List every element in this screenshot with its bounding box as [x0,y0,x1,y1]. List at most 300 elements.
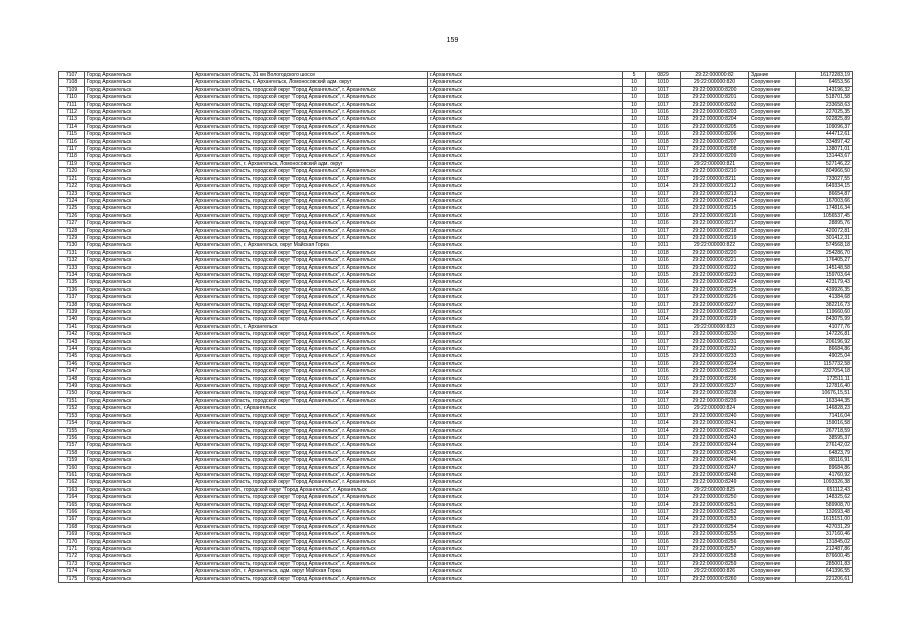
row-number-cell: 7169 [59,531,85,538]
object-code-cell: 1016 [646,123,681,130]
cadastral-number-cell: 29:22:000000:826 [681,568,749,575]
table-row [59,131,853,138]
group-code-cell: 10 [623,390,646,397]
locality-cell: г.Архангельск [428,323,623,330]
object-code-cell: 1017 [646,471,681,478]
object-type-cell: Сооружение [749,538,796,545]
cadastral-number-cell: 29:22:000000:8246 [681,457,749,464]
locality-cell: г.Архангельск [428,471,623,478]
cadastral-number-cell: 29:22:000000:821 [681,160,749,167]
group-code-cell: 10 [623,397,646,404]
locality-cell: г.Архангельск [428,501,623,508]
row-number-cell: 7172 [59,553,85,560]
address-cell: Архангельская область, городской округ "Город Архангельск", г. Архангельск [193,227,428,234]
table-row [59,212,853,219]
cadastral-number-cell: 29:22:000000:8230 [681,331,749,338]
cadastral-number-cell: 29:22:000000:8241 [681,420,749,427]
cadastral-value-cell: 159016,58 [796,420,853,427]
municipality-cell: Город Архангельск [85,494,193,501]
object-type-cell: Сооружение [749,212,796,219]
table-row [59,390,853,397]
object-code-cell: 1017 [646,457,681,464]
cadastral-number-cell: 29:22:000000:8210 [681,168,749,175]
group-code-cell: 10 [623,79,646,86]
address-cell: Архангельская область, городской округ "Город Архангельск", г. Архангельск [193,516,428,523]
object-code-cell: 1017 [646,301,681,308]
table-row [59,123,853,130]
row-number-cell: 7159 [59,457,85,464]
cadastral-number-cell: 29:22:000000:8232 [681,346,749,353]
row-number-cell: 7109 [59,86,85,93]
table-row [59,464,853,471]
object-type-cell: Сооружение [749,508,796,515]
group-code-cell: 10 [623,197,646,204]
table-row [59,271,853,278]
group-code-cell: 10 [623,123,646,130]
cadastral-value-cell: 176405,27 [796,257,853,264]
object-type-cell: Сооружение [749,486,796,493]
row-number-cell: 7171 [59,546,85,553]
object-type-cell: Сооружение [749,190,796,197]
municipality-cell: Город Архангельск [85,420,193,427]
table-row [59,434,853,441]
object-type-cell: Сооружение [749,316,796,323]
row-number-cell: 7163 [59,486,85,493]
cadastral-number-cell: 29:22:000000:8237 [681,383,749,390]
object-type-cell: Сооружение [749,412,796,419]
cadastral-value-cell: 127816,40 [796,383,853,390]
cadastral-number-cell: 29:22:000000:8255 [681,531,749,538]
table-row [59,442,853,449]
table-row [59,449,853,456]
municipality-cell: Город Архангельск [85,183,193,190]
cadastral-value-cell: 147226,81 [796,331,853,338]
row-number-cell: 7162 [59,479,85,486]
group-code-cell: 10 [623,501,646,508]
object-code-cell: 1017 [646,227,681,234]
table-row [59,568,853,575]
table-row [59,523,853,530]
municipality-cell: Город Архангельск [85,131,193,138]
table-row [59,264,853,271]
object-code-cell: 1017 [646,175,681,182]
row-number-cell: 7138 [59,301,85,308]
address-cell: Архангельская область, городской округ "Город Архангельск", г. Архангельск [193,101,428,108]
cadastral-value-cell: 267718,59 [796,427,853,434]
object-type-cell: Сооружение [749,116,796,123]
municipality-cell: Город Архангельск [85,353,193,360]
group-code-cell: 10 [623,160,646,167]
group-code-cell: 10 [623,153,646,160]
object-type-cell: Сооружение [749,234,796,241]
group-code-cell: 10 [623,360,646,367]
address-cell: Архангельская область, городской округ "Город Архангельск", г. Архангельск [193,86,428,93]
locality-cell: г.Архангельск [428,197,623,204]
group-code-cell: 10 [623,101,646,108]
locality-cell: г.Архангельск [428,508,623,515]
municipality-cell: Город Архангельск [85,360,193,367]
row-number-cell: 7174 [59,568,85,575]
cadastral-number-cell: 29:22:000000:8252 [681,508,749,515]
locality-cell: г.Архангельск [428,397,623,404]
municipality-cell: Город Архангельск [85,109,193,116]
cadastral-number-cell: 29:22:000000:8240 [681,412,749,419]
cadastral-number-cell: 29:22:000000:82 [681,72,749,79]
locality-cell: г.Архангельск [428,538,623,545]
row-number-cell: 7156 [59,434,85,441]
municipality-cell: Город Архангельск [85,553,193,560]
object-type-cell: Сооружение [749,205,796,212]
address-cell: Архангельская область, городской округ "Город Архангельск", г. Архангельск [193,434,428,441]
object-code-cell: 1015 [646,353,681,360]
row-number-cell: 7144 [59,346,85,353]
group-code-cell: 10 [623,257,646,264]
address-cell: Архангельская область, городской округ "Город Архангельск", г. Архангельск [193,546,428,553]
object-code-cell: 1014 [646,501,681,508]
object-code-cell: 1010 [646,79,681,86]
row-number-cell: 7164 [59,494,85,501]
cadastral-value-cell: 317160,46 [796,531,853,538]
address-cell: Архангельская область, г. Архангельск, Ломоносовский адм. округ [193,79,428,86]
locality-cell: г.Архангельск [428,227,623,234]
object-type-cell: Сооружение [749,383,796,390]
cadastral-number-cell: 29:22:000000:8258 [681,553,749,560]
cadastral-number-cell: 29:22:000000:8205 [681,123,749,130]
object-type-cell: Сооружение [749,531,796,538]
cadastral-number-cell: 29:22:000000:8235 [681,368,749,375]
address-cell: Архангельская область, городской округ "Город Архангельск", г. Архангельск [193,316,428,323]
address-cell: Архангельская область, городской округ "Город Архангельск", г. Архангельск [193,168,428,175]
group-code-cell: 10 [623,538,646,545]
table-row [59,116,853,123]
group-code-cell: 10 [623,264,646,271]
cadastral-value-cell: 131443,67 [796,153,853,160]
table-row [59,86,853,93]
table-row [59,109,853,116]
cadastral-number-cell: 29:22:000000:8224 [681,279,749,286]
object-type-cell: Сооружение [749,242,796,249]
municipality-cell: Город Архангельск [85,86,193,93]
object-code-cell: 1014 [646,420,681,427]
cadastral-value-cell: 227025,35 [796,109,853,116]
object-code-cell: 1018 [646,138,681,145]
locality-cell: г.Архангельск [428,405,623,412]
table-row [59,249,853,256]
cadastral-value-cell: 174816,34 [796,205,853,212]
municipality-cell: Город Архангельск [85,479,193,486]
locality-cell: г.Архангельск [428,249,623,256]
cadastral-number-cell: 29:22:000000:8203 [681,109,749,116]
cadastral-value-cell: 334897,42 [796,138,853,145]
group-code-cell: 10 [623,94,646,101]
object-code-cell: 1016 [646,286,681,293]
object-type-cell: Сооружение [749,397,796,404]
object-type-cell: Сооружение [749,360,796,367]
locality-cell: г.Архангельск [428,516,623,523]
address-cell: Архангельская область, городской округ "Город Архангельск", г. Архангельск [193,390,428,397]
address-cell: Архангельская область, городской округ "Город Архангельск", г. Архангельск [193,360,428,367]
object-type-cell: Сооружение [749,94,796,101]
object-type-cell: Сооружение [749,309,796,316]
object-code-cell: 1016 [646,220,681,227]
object-type-cell: Сооружение [749,568,796,575]
cadastral-value-cell: 71416,04 [796,412,853,419]
table-row [59,279,853,286]
object-type-cell: Сооружение [749,523,796,530]
locality-cell: г.Архангельск [428,138,623,145]
object-code-cell: 1014 [646,442,681,449]
table-row [59,205,853,212]
group-code-cell: 10 [623,368,646,375]
group-code-cell: 10 [623,338,646,345]
cadastral-value-cell: 1157732,58 [796,360,853,367]
group-code-cell: 10 [623,234,646,241]
municipality-cell: Город Архангельск [85,368,193,375]
cadastral-number-cell: 29:22:000000:8225 [681,286,749,293]
registry-table [58,71,853,583]
cadastral-value-cell: 64823,79 [796,449,853,456]
object-code-cell: 1016 [646,131,681,138]
address-cell: Архангельская область, городской округ "Город Архангельск", г. Архангельск [193,383,428,390]
table-row [59,220,853,227]
address-cell: Архангельская область, городской округ "Город Архангельск", г. Архангельск [193,249,428,256]
table-row [59,331,853,338]
cadastral-number-cell: 29:22:000000:8248 [681,471,749,478]
cadastral-value-cell: 146828,23 [796,405,853,412]
object-type-cell: Сооружение [749,516,796,523]
group-code-cell: 10 [623,220,646,227]
object-type-cell: Сооружение [749,123,796,130]
table-row [59,508,853,515]
object-type-cell: Сооружение [749,79,796,86]
object-type-cell: Сооружение [749,575,796,582]
row-number-cell: 7160 [59,464,85,471]
table-row [59,338,853,345]
cadastral-number-cell: 29:22:000000:8247 [681,464,749,471]
cadastral-number-cell: 29:22:000000:824 [681,405,749,412]
object-code-cell: 1016 [646,375,681,382]
cadastral-value-cell: 109096,37 [796,123,853,130]
cadastral-number-cell: 29:22:000000:8238 [681,390,749,397]
cadastral-number-cell: 29:22:000000:822 [681,242,749,249]
cadastral-value-cell: 86654,87 [796,190,853,197]
municipality-cell: Город Архангельск [85,160,193,167]
group-code-cell: 10 [623,434,646,441]
locality-cell: г.Архангельск [428,531,623,538]
cadastral-number-cell: 29:22:000000:8218 [681,227,749,234]
municipality-cell: Город Архангельск [85,486,193,493]
address-cell: Архангельская область, городской округ "Город Архангельск", г. Архангельск [193,131,428,138]
table-row [59,501,853,508]
address-cell: Архангельская область, городской округ "Город Архангельск", г. Архангельск [193,183,428,190]
locality-cell: г.Архангельск [428,420,623,427]
object-type-cell: Сооружение [749,131,796,138]
cadastral-value-cell: 86684,86 [796,346,853,353]
table-row [59,294,853,301]
table-row [59,323,853,330]
object-type-cell: Сооружение [749,264,796,271]
locality-cell: г.Архангельск [428,338,623,345]
group-code-cell: 10 [623,175,646,182]
group-code-cell: 10 [623,227,646,234]
address-cell: Архангельская область, городской округ "Город Архангельск", г. Архангельск [193,116,428,123]
address-cell: Архангельская обл., городской округ "Город Архангельск", г. Архангельск [193,486,428,493]
row-number-cell: 7111 [59,101,85,108]
object-code-cell: 1016 [646,368,681,375]
table-row [59,101,853,108]
group-code-cell: 10 [623,494,646,501]
table-row [59,183,853,190]
cadastral-number-cell: 29:22:000000:8211 [681,175,749,182]
table-row [59,168,853,175]
address-cell: Архангельская область, городской округ "Город Архангельск", г. Архангельск [193,234,428,241]
table-row [59,360,853,367]
municipality-cell: Город Архангельск [85,338,193,345]
row-number-cell: 7175 [59,575,85,582]
address-cell: Архангельская область, городской округ "Город Архангельск", г. Архангельск [193,538,428,545]
cadastral-value-cell: 49025,04 [796,353,853,360]
cadastral-number-cell: 29:22:000000:8231 [681,338,749,345]
locality-cell: г.Архангельск [428,212,623,219]
object-code-cell: 1016 [646,538,681,545]
cadastral-value-cell: 589908,70 [796,501,853,508]
group-code-cell: 10 [623,464,646,471]
municipality-cell: Город Архангельск [85,271,193,278]
municipality-cell: Город Архангельск [85,309,193,316]
object-code-cell: 1017 [646,560,681,567]
table-row [59,516,853,523]
cadastral-number-cell: 29:22:000000:8236 [681,375,749,382]
object-code-cell: 1018 [646,249,681,256]
municipality-cell: Город Архангельск [85,323,193,330]
object-code-cell: 1014 [646,316,681,323]
cadastral-number-cell: 29:22:000000:8250 [681,494,749,501]
table-row [59,405,853,412]
object-type-cell: Сооружение [749,101,796,108]
cadastral-value-cell: 148325,62 [796,494,853,501]
row-number-cell: 7158 [59,449,85,456]
address-cell: Архангельская область, городской округ "Город Архангельск", г. Архангельск [193,309,428,316]
row-number-cell: 7116 [59,138,85,145]
cadastral-value-cell: 276142,02 [796,442,853,449]
object-code-cell: 1017 [646,153,681,160]
object-type-cell: Сооружение [749,494,796,501]
locality-cell: г.Архангельск [428,412,623,419]
municipality-cell: Город Архангельск [85,516,193,523]
row-number-cell: 7168 [59,523,85,530]
address-cell: Архангельская область, городской округ "Город Архангельск", г. Архангельск [193,560,428,567]
cadastral-number-cell: 29:22:000000:8229 [681,316,749,323]
address-cell: Архангельская область, городской округ "Город Архангельск", г. Архангельск [193,205,428,212]
table-row [59,316,853,323]
object-type-cell: Сооружение [749,160,796,167]
cadastral-number-cell: 29:22:000000:8223 [681,271,749,278]
object-code-cell: 1014 [646,494,681,501]
cadastral-value-cell: 301412,31 [796,234,853,241]
object-code-cell: 1014 [646,390,681,397]
locality-cell: г.Архангельск [428,546,623,553]
object-code-cell: 1017 [646,434,681,441]
cadastral-value-cell: 206196,92 [796,338,853,345]
cadastral-number-cell: 29:22:000000:8208 [681,146,749,153]
group-code-cell: 10 [623,486,646,493]
group-code-cell: 10 [623,575,646,582]
row-number-cell: 7108 [59,79,85,86]
municipality-cell: Город Архангельск [85,434,193,441]
group-code-cell: 10 [623,294,646,301]
table-row [59,457,853,464]
municipality-cell: Город Архангельск [85,123,193,130]
locality-cell: г.Архангельск [428,146,623,153]
cadastral-number-cell: 29:22:000000:8202 [681,101,749,108]
row-number-cell: 7161 [59,471,85,478]
cadastral-number-cell: 29:22:000000:8249 [681,479,749,486]
municipality-cell: Город Архангельск [85,457,193,464]
cadastral-value-cell: 212487,86 [796,546,853,553]
address-cell: Архангельская обл., г. Архангельск, Ломоносовский адм. округ [193,160,428,167]
row-number-cell: 7173 [59,560,85,567]
table-row [59,309,853,316]
locality-cell: г.Архангельск [428,286,623,293]
row-number-cell: 7122 [59,183,85,190]
page-number: 159 [446,37,459,44]
address-cell: Архангельская область, городской округ "Город Архангельск", г. Архангельск [193,346,428,353]
group-code-cell: 10 [623,331,646,338]
municipality-cell: Город Архангельск [85,249,193,256]
locality-cell: г.Архангельск [428,257,623,264]
cadastral-value-cell: 221206,61 [796,575,853,582]
municipality-cell: Город Архангельск [85,205,193,212]
object-code-cell: 1017 [646,101,681,108]
cadastral-value-cell: 439926,35 [796,286,853,293]
row-number-cell: 7124 [59,197,85,204]
cadastral-value-cell: 420072,81 [796,227,853,234]
table-row [59,531,853,538]
group-code-cell: 10 [623,508,646,515]
row-number-cell: 7115 [59,131,85,138]
row-number-cell: 7154 [59,420,85,427]
cadastral-number-cell: 29:22:000000:8207 [681,138,749,145]
object-type-cell: Сооружение [749,390,796,397]
group-code-cell: 10 [623,116,646,123]
cadastral-value-cell: 651112,43 [796,486,853,493]
row-number-cell: 7135 [59,279,85,286]
locality-cell: г.Архангельск [428,486,623,493]
municipality-cell: Город Архангельск [85,316,193,323]
object-code-cell: 1017 [646,294,681,301]
address-cell: Архангельская область, городской округ "Город Архангельск", г. Архангельск [193,123,428,130]
cadastral-number-cell: 29:22:000000:8242 [681,427,749,434]
municipality-cell: Город Архангельск [85,575,193,582]
cadastral-number-cell: 29:22:000000:8227 [681,301,749,308]
municipality-cell: Город Архангельск [85,175,193,182]
row-number-cell: 7119 [59,160,85,167]
cadastral-value-cell: 843075,99 [796,316,853,323]
object-type-cell: Сооружение [749,168,796,175]
cadastral-value-cell: 733027,55 [796,175,853,182]
cadastral-number-cell: 29:22:000000:8233 [681,353,749,360]
municipality-cell: Город Архангельск [85,568,193,575]
locality-cell: г.Архангельск [428,168,623,175]
locality-cell: г.Архангельск [428,205,623,212]
locality-cell: г.Архангельск [428,553,623,560]
group-code-cell: 10 [623,457,646,464]
object-code-cell: 1016 [646,205,681,212]
row-number-cell: 7147 [59,368,85,375]
municipality-cell: Город Архангельск [85,501,193,508]
object-type-cell: Сооружение [749,479,796,486]
row-number-cell: 7152 [59,405,85,412]
